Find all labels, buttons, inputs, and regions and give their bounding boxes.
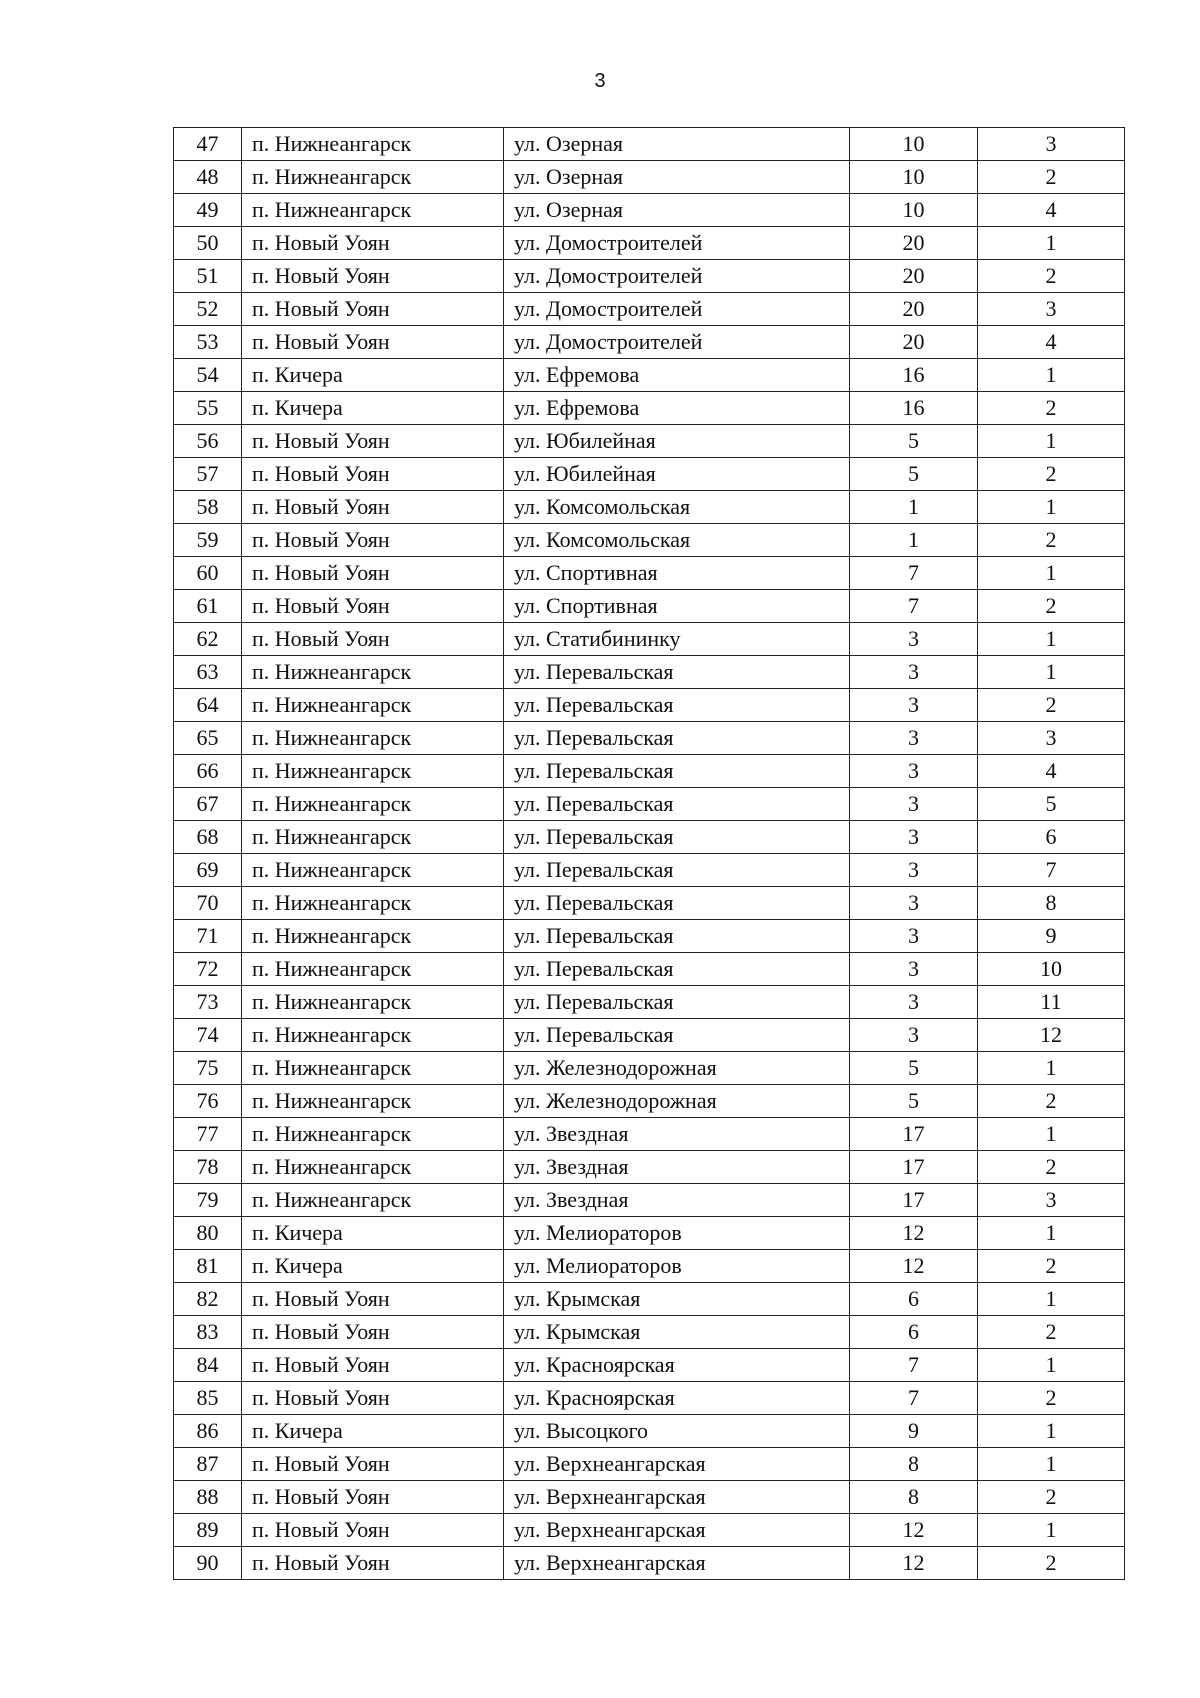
house-number-cell: 6 (850, 1283, 978, 1316)
house-number-cell: 6 (850, 1316, 978, 1349)
settlement-cell: п. Новый Уоян (242, 458, 504, 491)
table-row (174, 1118, 1125, 1151)
street-cell: ул. Перевальская (504, 656, 850, 689)
apartment-number-cell: 11 (978, 986, 1125, 1019)
settlement-cell: п. Нижнеангарск (242, 821, 504, 854)
house-number-cell: 5 (850, 425, 978, 458)
street-cell: ул. Мелиораторов (504, 1250, 850, 1283)
address-table-body (174, 128, 1125, 1580)
table-row (174, 887, 1125, 920)
row-number-cell: 55 (174, 392, 242, 425)
settlement-cell: п. Нижнеангарск (242, 887, 504, 920)
table-row (174, 1283, 1125, 1316)
street-cell: ул. Перевальская (504, 722, 850, 755)
street-cell: ул. Перевальская (504, 1019, 850, 1052)
house-number-cell: 7 (850, 590, 978, 623)
table-row (174, 854, 1125, 887)
settlement-cell: п. Кичера (242, 1217, 504, 1250)
settlement-cell: п. Кичера (242, 392, 504, 425)
settlement-cell: п. Нижнеангарск (242, 194, 504, 227)
apartment-number-cell: 1 (978, 1052, 1125, 1085)
table-row (174, 1019, 1125, 1052)
apartment-number-cell: 4 (978, 326, 1125, 359)
house-number-cell: 10 (850, 161, 978, 194)
row-number-cell: 81 (174, 1250, 242, 1283)
apartment-number-cell: 1 (978, 491, 1125, 524)
settlement-cell: п. Нижнеангарск (242, 755, 504, 788)
street-cell: ул. Крымская (504, 1283, 850, 1316)
house-number-cell: 5 (850, 1052, 978, 1085)
table-row (174, 293, 1125, 326)
apartment-number-cell: 2 (978, 1085, 1125, 1118)
table-row (174, 689, 1125, 722)
street-cell: ул. Мелиораторов (504, 1217, 850, 1250)
table-row (174, 128, 1125, 161)
table-row (174, 920, 1125, 953)
table-row (174, 227, 1125, 260)
apartment-number-cell: 10 (978, 953, 1125, 986)
apartment-number-cell: 1 (978, 227, 1125, 260)
row-number-cell: 84 (174, 1349, 242, 1382)
address-table (173, 127, 1125, 1580)
street-cell: ул. Озерная (504, 194, 850, 227)
street-cell: ул. Юбилейная (504, 425, 850, 458)
house-number-cell: 3 (850, 623, 978, 656)
house-number-cell: 3 (850, 953, 978, 986)
row-number-cell: 50 (174, 227, 242, 260)
street-cell: ул. Перевальская (504, 887, 850, 920)
house-number-cell: 5 (850, 458, 978, 491)
table-row (174, 722, 1125, 755)
street-cell: ул. Ефремова (504, 392, 850, 425)
row-number-cell: 66 (174, 755, 242, 788)
row-number-cell: 47 (174, 128, 242, 161)
apartment-number-cell: 1 (978, 1283, 1125, 1316)
page-number: 3 (594, 70, 606, 92)
house-number-cell: 3 (850, 722, 978, 755)
apartment-number-cell: 2 (978, 1481, 1125, 1514)
row-number-cell: 76 (174, 1085, 242, 1118)
street-cell: ул. Перевальская (504, 788, 850, 821)
table-row (174, 1085, 1125, 1118)
street-cell: ул. Перевальская (504, 953, 850, 986)
settlement-cell: п. Нижнеангарск (242, 953, 504, 986)
settlement-cell: п. Кичера (242, 359, 504, 392)
street-cell: ул. Перевальская (504, 689, 850, 722)
house-number-cell: 3 (850, 689, 978, 722)
apartment-number-cell: 5 (978, 788, 1125, 821)
street-cell: ул. Перевальская (504, 920, 850, 953)
street-cell: ул. Перевальская (504, 821, 850, 854)
row-number-cell: 86 (174, 1415, 242, 1448)
row-number-cell: 65 (174, 722, 242, 755)
table-row (174, 821, 1125, 854)
settlement-cell: п. Нижнеангарск (242, 986, 504, 1019)
settlement-cell: п. Новый Уоян (242, 557, 504, 590)
table-row (174, 1415, 1125, 1448)
apartment-number-cell: 1 (978, 1217, 1125, 1250)
apartment-number-cell: 1 (978, 656, 1125, 689)
table-row (174, 1217, 1125, 1250)
row-number-cell: 52 (174, 293, 242, 326)
row-number-cell: 57 (174, 458, 242, 491)
apartment-number-cell: 8 (978, 887, 1125, 920)
house-number-cell: 3 (850, 656, 978, 689)
apartment-number-cell: 4 (978, 755, 1125, 788)
settlement-cell: п. Новый Уоян (242, 227, 504, 260)
row-number-cell: 56 (174, 425, 242, 458)
settlement-cell: п. Кичера (242, 1250, 504, 1283)
settlement-cell: п. Новый Уоян (242, 1448, 504, 1481)
street-cell: ул. Юбилейная (504, 458, 850, 491)
apartment-number-cell: 1 (978, 1415, 1125, 1448)
house-number-cell: 3 (850, 854, 978, 887)
house-number-cell: 3 (850, 755, 978, 788)
row-number-cell: 83 (174, 1316, 242, 1349)
settlement-cell: п. Нижнеангарск (242, 1118, 504, 1151)
street-cell: ул. Ефремова (504, 359, 850, 392)
settlement-cell: п. Новый Уоян (242, 1382, 504, 1415)
settlement-cell: п. Новый Уоян (242, 293, 504, 326)
street-cell: ул. Железнодорожная (504, 1052, 850, 1085)
house-number-cell: 20 (850, 293, 978, 326)
settlement-cell: п. Новый Уоян (242, 1547, 504, 1580)
row-number-cell: 75 (174, 1052, 242, 1085)
apartment-number-cell: 1 (978, 425, 1125, 458)
apartment-number-cell: 3 (978, 128, 1125, 161)
row-number-cell: 48 (174, 161, 242, 194)
row-number-cell: 51 (174, 260, 242, 293)
row-number-cell: 73 (174, 986, 242, 1019)
street-cell: ул. Комсомольская (504, 524, 850, 557)
row-number-cell: 90 (174, 1547, 242, 1580)
settlement-cell: п. Нижнеангарск (242, 920, 504, 953)
house-number-cell: 1 (850, 524, 978, 557)
row-number-cell: 71 (174, 920, 242, 953)
house-number-cell: 8 (850, 1448, 978, 1481)
row-number-cell: 68 (174, 821, 242, 854)
street-cell: ул. Верхнеангарская (504, 1448, 850, 1481)
apartment-number-cell: 2 (978, 260, 1125, 293)
row-number-cell: 88 (174, 1481, 242, 1514)
settlement-cell: п. Новый Уоян (242, 1349, 504, 1382)
apartment-number-cell: 12 (978, 1019, 1125, 1052)
street-cell: ул. Красноярская (504, 1349, 850, 1382)
street-cell: ул. Звездная (504, 1151, 850, 1184)
settlement-cell: п. Новый Уоян (242, 491, 504, 524)
table-row (174, 623, 1125, 656)
street-cell: ул. Комсомольская (504, 491, 850, 524)
settlement-cell: п. Новый Уоян (242, 524, 504, 557)
house-number-cell: 5 (850, 1085, 978, 1118)
settlement-cell: п. Нижнеангарск (242, 128, 504, 161)
settlement-cell: п. Нижнеангарск (242, 722, 504, 755)
apartment-number-cell: 4 (978, 194, 1125, 227)
apartment-number-cell: 1 (978, 557, 1125, 590)
table-row (174, 491, 1125, 524)
row-number-cell: 77 (174, 1118, 242, 1151)
row-number-cell: 53 (174, 326, 242, 359)
settlement-cell: п. Новый Уоян (242, 1514, 504, 1547)
house-number-cell: 7 (850, 1349, 978, 1382)
street-cell: ул. Крымская (504, 1316, 850, 1349)
settlement-cell: п. Нижнеангарск (242, 1184, 504, 1217)
apartment-number-cell: 2 (978, 458, 1125, 491)
apartment-number-cell: 1 (978, 1448, 1125, 1481)
row-number-cell: 61 (174, 590, 242, 623)
row-number-cell: 80 (174, 1217, 242, 1250)
apartment-number-cell: 2 (978, 590, 1125, 623)
apartment-number-cell: 9 (978, 920, 1125, 953)
house-number-cell: 9 (850, 1415, 978, 1448)
row-number-cell: 89 (174, 1514, 242, 1547)
house-number-cell: 17 (850, 1151, 978, 1184)
street-cell: ул. Спортивная (504, 557, 850, 590)
street-cell: ул. Перевальская (504, 755, 850, 788)
street-cell: ул. Звездная (504, 1118, 850, 1151)
table-row (174, 755, 1125, 788)
apartment-number-cell: 1 (978, 1514, 1125, 1547)
row-number-cell: 64 (174, 689, 242, 722)
street-cell: ул. Статибининку (504, 623, 850, 656)
settlement-cell: п. Нижнеангарск (242, 1085, 504, 1118)
table-row (174, 1448, 1125, 1481)
row-number-cell: 79 (174, 1184, 242, 1217)
house-number-cell: 10 (850, 194, 978, 227)
settlement-cell: п. Нижнеангарск (242, 1019, 504, 1052)
house-number-cell: 16 (850, 359, 978, 392)
settlement-cell: п. Новый Уоян (242, 590, 504, 623)
table-row (174, 1052, 1125, 1085)
street-cell: ул. Домостроителей (504, 227, 850, 260)
street-cell: ул. Перевальская (504, 986, 850, 1019)
row-number-cell: 82 (174, 1283, 242, 1316)
house-number-cell: 3 (850, 1019, 978, 1052)
apartment-number-cell: 1 (978, 1118, 1125, 1151)
row-number-cell: 78 (174, 1151, 242, 1184)
table-row (174, 458, 1125, 491)
apartment-number-cell: 2 (978, 689, 1125, 722)
row-number-cell: 60 (174, 557, 242, 590)
street-cell: ул. Домостроителей (504, 326, 850, 359)
house-number-cell: 3 (850, 986, 978, 1019)
settlement-cell: п. Кичера (242, 1415, 504, 1448)
table-row (174, 1547, 1125, 1580)
apartment-number-cell: 1 (978, 359, 1125, 392)
settlement-cell: п. Нижнеангарск (242, 656, 504, 689)
apartment-number-cell: 2 (978, 392, 1125, 425)
settlement-cell: п. Нижнеангарск (242, 854, 504, 887)
house-number-cell: 3 (850, 821, 978, 854)
row-number-cell: 63 (174, 656, 242, 689)
row-number-cell: 72 (174, 953, 242, 986)
table-row (174, 392, 1125, 425)
row-number-cell: 85 (174, 1382, 242, 1415)
settlement-cell: п. Нижнеангарск (242, 1052, 504, 1085)
house-number-cell: 20 (850, 227, 978, 260)
house-number-cell: 7 (850, 557, 978, 590)
row-number-cell: 59 (174, 524, 242, 557)
street-cell: ул. Звездная (504, 1184, 850, 1217)
table-row (174, 1151, 1125, 1184)
table-row (174, 161, 1125, 194)
house-number-cell: 1 (850, 491, 978, 524)
street-cell: ул. Перевальская (504, 854, 850, 887)
street-cell: ул. Домостроителей (504, 260, 850, 293)
table-row (174, 194, 1125, 227)
house-number-cell: 20 (850, 326, 978, 359)
table-row (174, 260, 1125, 293)
apartment-number-cell: 2 (978, 524, 1125, 557)
settlement-cell: п. Нижнеангарск (242, 1151, 504, 1184)
house-number-cell: 16 (850, 392, 978, 425)
house-number-cell: 12 (850, 1514, 978, 1547)
house-number-cell: 7 (850, 1382, 978, 1415)
street-cell: ул. Высоцкого (504, 1415, 850, 1448)
street-cell: ул. Спортивная (504, 590, 850, 623)
table-row (174, 986, 1125, 1019)
table-row (174, 590, 1125, 623)
table-row (174, 1316, 1125, 1349)
table-row (174, 1382, 1125, 1415)
table-row (174, 1250, 1125, 1283)
row-number-cell: 87 (174, 1448, 242, 1481)
apartment-number-cell: 2 (978, 1316, 1125, 1349)
table-row (174, 656, 1125, 689)
house-number-cell: 12 (850, 1250, 978, 1283)
apartment-number-cell: 2 (978, 161, 1125, 194)
table-row (174, 524, 1125, 557)
row-number-cell: 58 (174, 491, 242, 524)
apartment-number-cell: 2 (978, 1151, 1125, 1184)
street-cell: ул. Верхнеангарская (504, 1514, 850, 1547)
house-number-cell: 12 (850, 1547, 978, 1580)
street-cell: ул. Домостроителей (504, 293, 850, 326)
apartment-number-cell: 3 (978, 1184, 1125, 1217)
street-cell: ул. Верхнеангарская (504, 1547, 850, 1580)
street-cell: ул. Верхнеангарская (504, 1481, 850, 1514)
house-number-cell: 12 (850, 1217, 978, 1250)
table-row (174, 953, 1125, 986)
table-row (174, 1481, 1125, 1514)
house-number-cell: 3 (850, 788, 978, 821)
apartment-number-cell: 3 (978, 722, 1125, 755)
house-number-cell: 8 (850, 1481, 978, 1514)
row-number-cell: 62 (174, 623, 242, 656)
settlement-cell: п. Новый Уоян (242, 1481, 504, 1514)
table-row (174, 1349, 1125, 1382)
apartment-number-cell: 6 (978, 821, 1125, 854)
settlement-cell: п. Новый Уоян (242, 623, 504, 656)
house-number-cell: 3 (850, 920, 978, 953)
table-row (174, 1184, 1125, 1217)
settlement-cell: п. Новый Уоян (242, 326, 504, 359)
table-row (174, 359, 1125, 392)
street-cell: ул. Красноярская (504, 1382, 850, 1415)
row-number-cell: 74 (174, 1019, 242, 1052)
row-number-cell: 49 (174, 194, 242, 227)
row-number-cell: 67 (174, 788, 242, 821)
house-number-cell: 17 (850, 1184, 978, 1217)
settlement-cell: п. Нижнеангарск (242, 161, 504, 194)
row-number-cell: 54 (174, 359, 242, 392)
settlement-cell: п. Новый Уоян (242, 260, 504, 293)
settlement-cell: п. Нижнеангарск (242, 689, 504, 722)
apartment-number-cell: 1 (978, 1349, 1125, 1382)
settlement-cell: п. Нижнеангарск (242, 788, 504, 821)
row-number-cell: 69 (174, 854, 242, 887)
house-number-cell: 3 (850, 887, 978, 920)
table-row (174, 326, 1125, 359)
apartment-number-cell: 2 (978, 1250, 1125, 1283)
row-number-cell: 70 (174, 887, 242, 920)
house-number-cell: 10 (850, 128, 978, 161)
house-number-cell: 17 (850, 1118, 978, 1151)
apartment-number-cell: 1 (978, 623, 1125, 656)
settlement-cell: п. Новый Уоян (242, 1283, 504, 1316)
apartment-number-cell: 3 (978, 293, 1125, 326)
table-row (174, 788, 1125, 821)
table-row (174, 1514, 1125, 1547)
apartment-number-cell: 2 (978, 1547, 1125, 1580)
street-cell: ул. Озерная (504, 128, 850, 161)
settlement-cell: п. Новый Уоян (242, 1316, 504, 1349)
apartment-number-cell: 2 (978, 1382, 1125, 1415)
house-number-cell: 20 (850, 260, 978, 293)
settlement-cell: п. Новый Уоян (242, 425, 504, 458)
table-row (174, 425, 1125, 458)
table-row (174, 557, 1125, 590)
apartment-number-cell: 7 (978, 854, 1125, 887)
street-cell: ул. Железнодорожная (504, 1085, 850, 1118)
street-cell: ул. Озерная (504, 161, 850, 194)
